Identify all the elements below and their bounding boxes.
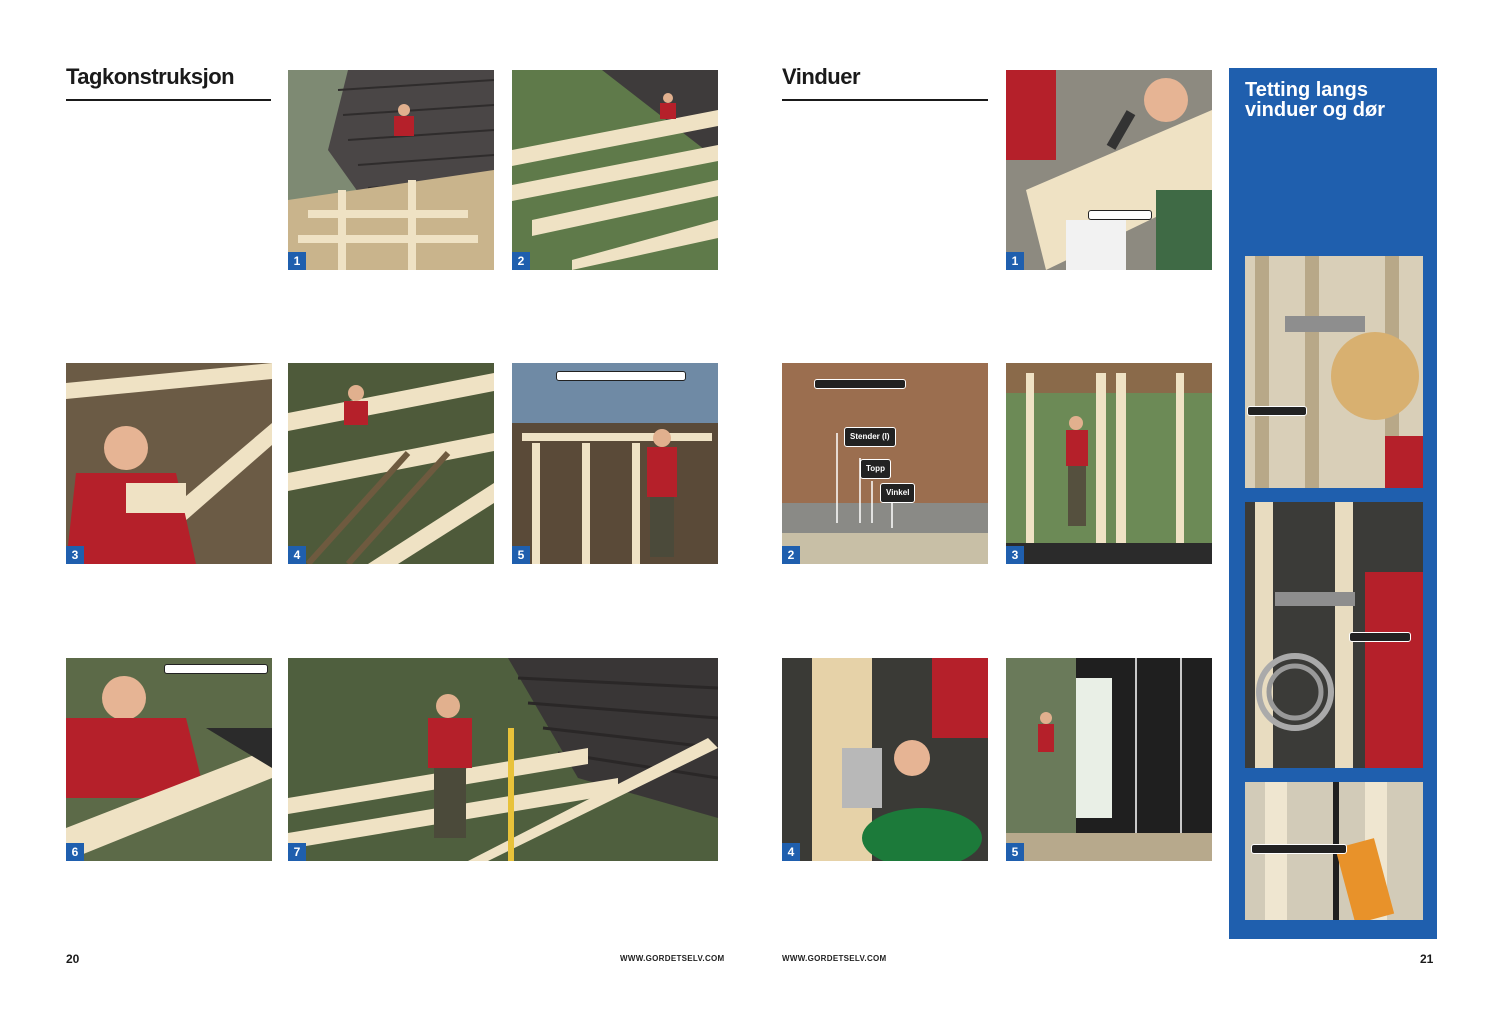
right-footer-url: WWW.GORDETSELV.COM	[782, 954, 887, 963]
step-number-badge: 1	[288, 252, 306, 270]
step-4-photo	[288, 363, 494, 564]
step-number-badge: 4	[288, 546, 306, 564]
sidebar-photo-3	[1245, 782, 1423, 920]
step-number-badge: 3	[1006, 546, 1024, 564]
step-number-badge: 6	[66, 843, 84, 861]
window-step-1-callout	[1088, 210, 1152, 220]
sidebar-callout-3	[1251, 844, 1347, 854]
step-5-callout	[556, 371, 686, 381]
sidebar-callout-1	[1247, 406, 1307, 416]
window-step-2-callout-a	[814, 379, 906, 389]
window-step-4-photo	[782, 658, 988, 861]
sidebar-callout-2	[1349, 632, 1411, 642]
window-step-2-callout-c: Topp	[860, 459, 891, 479]
step-6-callout	[164, 664, 268, 674]
step-number-badge: 5	[1006, 843, 1024, 861]
left-page-number: 20	[66, 952, 80, 966]
step-number-badge: 3	[66, 546, 84, 564]
step-number-badge: 4	[782, 843, 800, 861]
step-1-photo	[288, 70, 494, 270]
sidebar-panel	[1229, 68, 1437, 939]
sidebar-photo-1	[1245, 256, 1423, 488]
step-number-badge: 5	[512, 546, 530, 564]
right-heading-rule	[782, 99, 988, 101]
step-2-photo	[512, 70, 718, 270]
step-3-photo	[66, 363, 272, 564]
right-page-heading: Vinduer	[782, 64, 861, 89]
window-step-3-photo	[1006, 363, 1212, 564]
step-5-photo	[512, 363, 718, 564]
step-number-badge: 2	[512, 252, 530, 270]
sidebar-photo-2	[1245, 502, 1423, 768]
sidebar-title: Tetting langs vinduer og dør	[1245, 79, 1385, 121]
step-number-badge: 1	[1006, 252, 1024, 270]
left-footer-url: WWW.GORDETSELV.COM	[620, 954, 725, 963]
step-number-badge: 7	[288, 843, 306, 861]
left-page-heading: Tagkonstruksjon	[66, 64, 235, 89]
window-step-2-callout-b: Stender (I)	[844, 427, 896, 447]
window-step-1-photo	[1006, 70, 1212, 270]
step-6-photo	[66, 658, 272, 861]
left-heading-rule	[66, 99, 271, 101]
window-step-5-photo	[1006, 658, 1212, 861]
step-number-badge: 2	[782, 546, 800, 564]
right-page-number: 21	[1420, 952, 1434, 966]
window-step-2-photo	[782, 363, 988, 564]
window-step-2-callout-d: Vinkel	[880, 483, 915, 503]
step-7-photo	[288, 658, 718, 861]
